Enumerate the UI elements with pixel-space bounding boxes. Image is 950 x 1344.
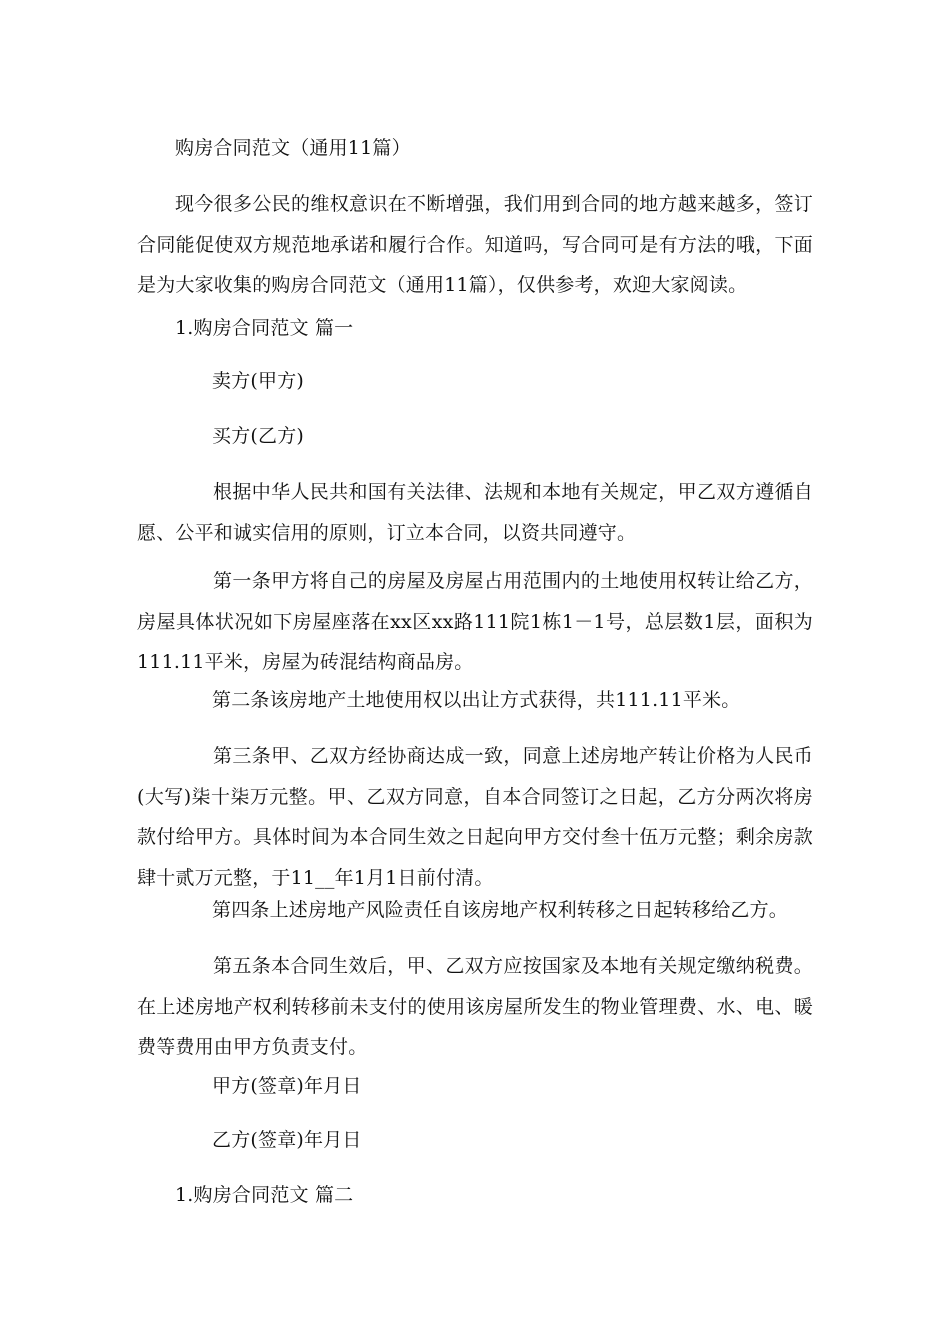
preamble-paragraph: 根据中华人民共和国有关法律、法规和本地有关规定，甲乙双方遵循自愿、公平和诚实信用的原则，订立本合同，以资共同遵守。	[137, 481, 813, 544]
seller-party: 卖方(甲方)	[212, 370, 305, 392]
intro-paragraph: 现今很多公民的维权意识在不断增强，我们用到合同的地方越来越多，签订合同能促使双方规范地承诺和履行合作。知道吗，写合同可是有方法的哦，下面是为大家收集的购房合同范文（通用11篇），仅供参考，欢迎大家阅读。	[137, 193, 813, 296]
document-title: 购房合同范文（通用11篇）	[175, 137, 411, 159]
signature-party-a: 甲方(签章)年月日	[212, 1075, 362, 1097]
section-heading-1: 1.购房合同范文 篇一	[175, 317, 354, 339]
buyer-party: 买方(乙方)	[212, 425, 305, 447]
article-2: 第二条该房地产土地使用权以出让方式获得，共111.11平米。	[212, 689, 741, 711]
signature-party-b: 乙方(签章)年月日	[212, 1129, 362, 1151]
article-4: 第四条上述房地产风险责任自该房地产权利转移之日起转移给乙方。	[212, 899, 789, 921]
article-5: 第五条本合同生效后，甲、乙双方应按国家及本地有关规定缴纳税费。在上述房地产权利转移前未支付的使用该房屋所发生的物业管理费、水、电、暖费等费用由甲方负责支付。	[137, 955, 813, 1058]
section-heading-2: 1.购房合同范文 篇二	[175, 1184, 354, 1206]
article-1: 第一条甲方将自己的房屋及房屋占用范围内的土地使用权转让给乙方，房屋具体状况如下房屋座落在xx区xx路111院1栋1－1号，总层数1层，面积为111.11平米，房屋为砖混结构商品房。	[137, 570, 813, 673]
article-3: 第三条甲、乙双方经协商达成一致，同意上述房地产转让价格为人民币(大写)柒十柒万元整。甲、乙双方同意，自本合同签订之日起，乙方分两次将房款付给甲方。具体时间为本合同生效之日起向甲方交付叁十伍万元整；剩余房款肆十贰万元整，于11__年1月1日前付清。	[137, 745, 813, 889]
